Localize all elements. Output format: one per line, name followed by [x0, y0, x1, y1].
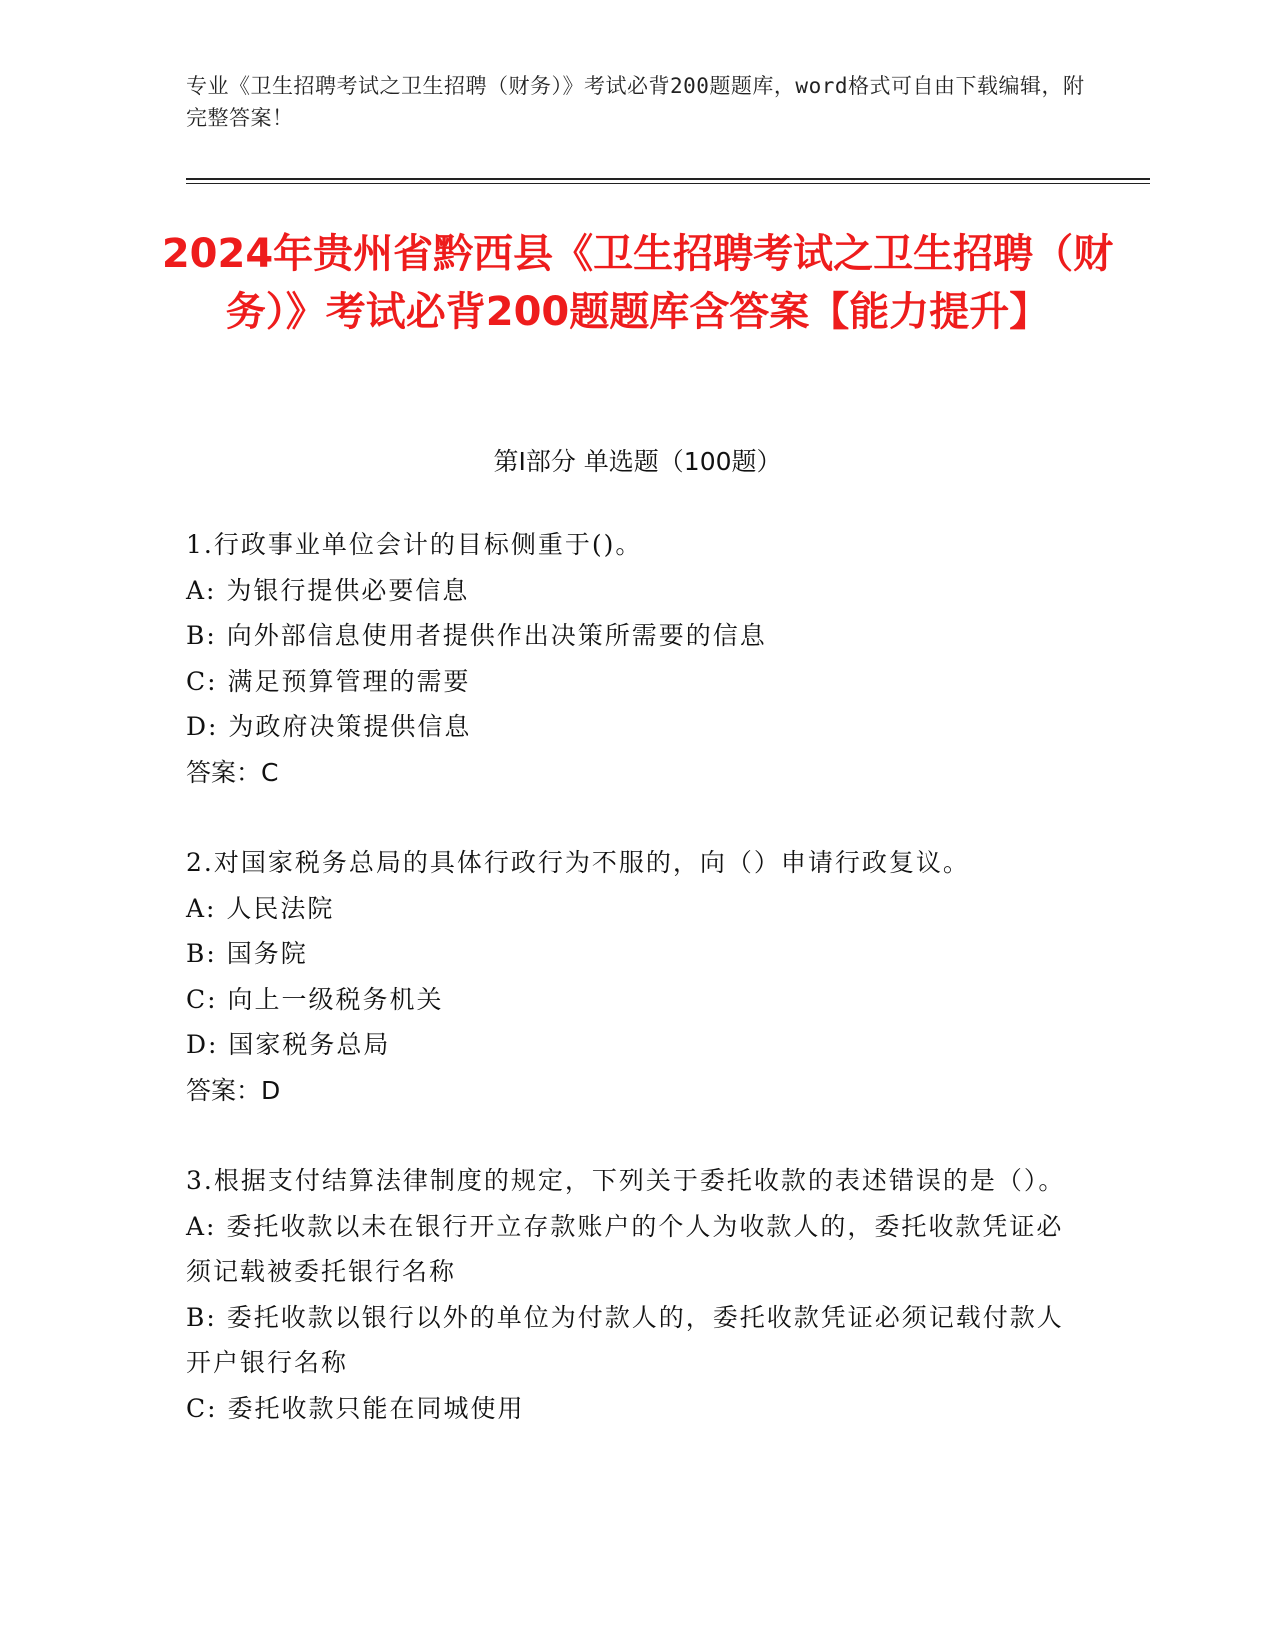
header-divider-thin — [186, 183, 1150, 184]
page-title: 2024年贵州省黔西县《卫生招聘考试之卫生招聘（财务）》考试必背200题题库含答案【能力提升】 — [161, 231, 1114, 335]
answer: 答案：C — [186, 757, 279, 787]
question-3 — [186, 1158, 1066, 1431]
option-b: B: 向外部信息使用者提供作出决策所需要的信息 — [186, 621, 767, 650]
question-stem: 1.行政事业单位会计的目标侧重于()。 — [186, 530, 643, 559]
header-note: 专业《卫生招聘考试之卫生招聘（财务）》考试必背200题题库，word格式可自由下载编辑，附完整答案！ — [186, 74, 1085, 130]
option-b: B: 国务院 — [186, 939, 308, 968]
option-d: D: 为政府决策提供信息 — [186, 712, 472, 741]
option-b: B: 委托收款以银行以外的单位为付款人的，委托收款凭证必须记载付款人开户银行名称 — [186, 1302, 1064, 1377]
option-a: A: 为银行提供必要信息 — [186, 575, 470, 605]
header-divider-thick — [186, 178, 1150, 180]
question-stem: 3.根据支付结算法律制度的规定，下列关于委托收款的表述错误的是（）。 — [186, 1166, 1066, 1195]
option-c: C: 委托收款只能在同城使用 — [186, 1393, 525, 1423]
option-d: D: 国家税务总局 — [186, 1030, 391, 1059]
answer: 答案：D — [186, 1075, 281, 1105]
option-a: A: 人民法院 — [186, 893, 335, 923]
option-c: C: 满足预算管理的需要 — [186, 666, 471, 696]
question-2 — [186, 840, 1066, 1113]
option-a: A: 委托收款以未在银行开立存款账户的个人为收款人的，委托收款凭证必须记载被委托银行名称 — [186, 1211, 1064, 1286]
question-list — [186, 522, 1066, 1476]
question-1 — [186, 522, 1066, 795]
section-heading: 第Ⅰ部分 单选题（100题） — [493, 447, 782, 476]
option-c: C: 向上一级税务机关 — [186, 984, 444, 1014]
question-stem: 2.对国家税务总局的具体行政行为不服的，向（）申请行政复议。 — [186, 848, 970, 877]
